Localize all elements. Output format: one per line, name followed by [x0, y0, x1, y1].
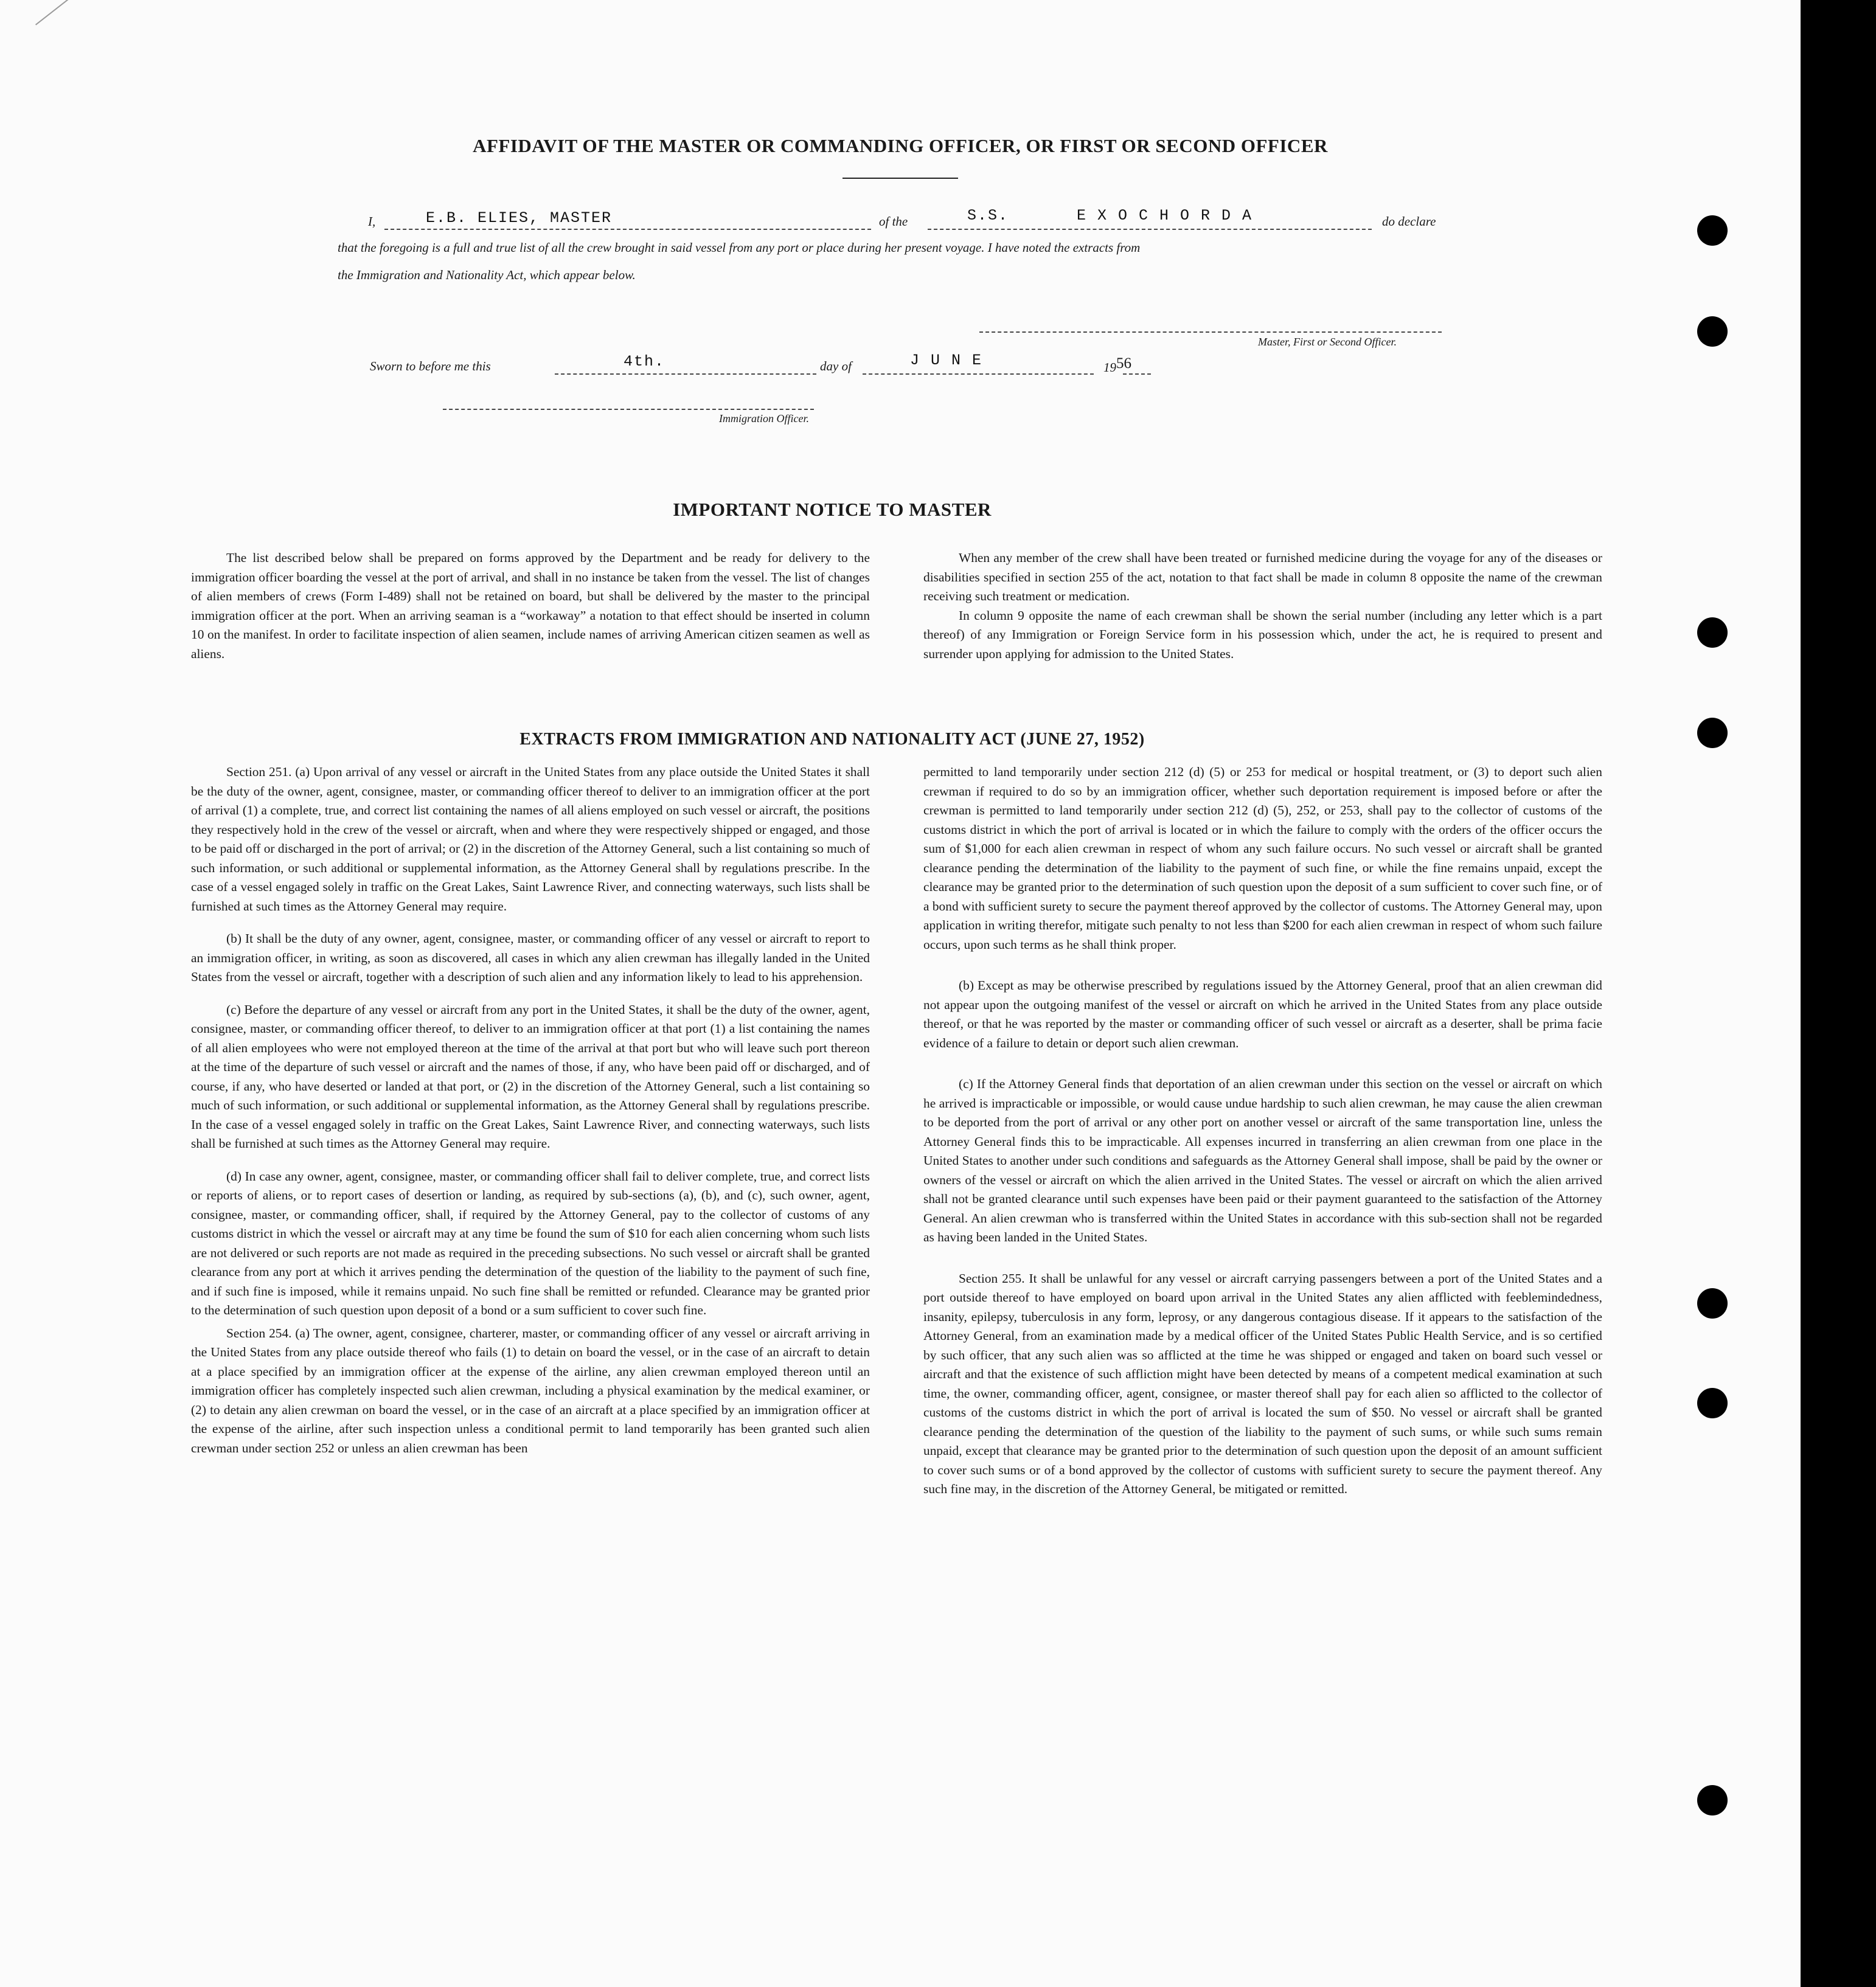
of-the-label: of the	[879, 214, 908, 229]
binder-hole	[1697, 1785, 1728, 1815]
declaration-text	[338, 234, 1457, 289]
vessel-name-value: E X O C H O R D A	[1077, 207, 1253, 224]
section-251b: (b) It shall be the duty of any owner, agent, consignee, master, or commanding officer of any vessel or aircraft to report to an immigration officer, in writing, as soon as discovered, all cases in which any alien crewman has illegally landed in the United States from the vessel or aircraft, together with a description of such alien and any information likely to lead to his apprehension.	[191, 931, 870, 984]
binder-hole	[1697, 1388, 1728, 1418]
year-suffix-value: 56	[1116, 355, 1131, 372]
immigration-officer-line	[443, 409, 814, 410]
section-254b: (b) Except as may be otherwise prescribed by regulations issued by the Attorney General, proof that an alien crewman did not appear upon the outgoing manifest of the vessel or aircraft on which he arrived in the United States from any place outside thereof, or that he was reported by the master or commanding officer of such vessel or aircraft as a deserter, shall be prima facie evidence of a failure to detain or deport such alien crewman.	[923, 978, 1602, 1050]
declaration-line-2: the Immigration and Nationality Act, which appear below.	[338, 268, 636, 282]
immigration-officer-label: Immigration Officer.	[719, 412, 809, 425]
vessel-name-line	[928, 229, 1372, 230]
sworn-month-line	[863, 373, 1094, 375]
declaration-line-1: that the foregoing is a full and true list of all the crew brought in said vessel from any port or place during her present voyage. I have noted the extracts from	[338, 240, 1141, 255]
section-251d: (d) In case any owner, agent, consignee, master, or commanding officer shall fail to deliver complete, true, and correct lists or reports of aliens, or to report cases of desertion or landing, as required by sub-sections (a), (b), and (c), such owner, agent, consignee, master, or commanding officer, shall, if required by the Attorney General, pay to the collector of customs of any customs district in which the vessel or aircraft may at any time be found the sum of $10 for each alien concerning whom such lists are not delivered or such reports are not made as required in the preceding subsections. No such vessel or aircraft shall be granted clearance from any port at which it arrives pending the determination of the question of the liability to the payment of such fine, and if such fine is imposed, while it remains unpaid. No such fine shall be remitted or refunded. Clearance may be granted prior to the determination of such question upon deposit of a bond or a sum sufficient to cover such fine.	[191, 1168, 870, 1317]
day-of-label: day of	[820, 359, 852, 373]
section-254c: (c) If the Attorney General finds that deportation of an alien crewman under this section on the vessel or aircraft on which he arrived is impracticable or impossible, or would cause undue hardship to such alien crewman, he may cause the alien crewman to be deported from the port of arrival or any other port on another vessel or aircraft of the same transportation line, unless the Attorney General finds this to be impracticable. All expenses incurred in transferring an alien crewman from one place in the United States to another under such conditions and safeguards as the Attorney General shall impose, shall be paid by the owner or owners of the vessel or aircraft on which the alien arrived in the United States. The vessel or aircraft on which the alien arrived shall not be granted clearance until such expenses have been paid or their payment guaranteed to the satisfaction of the Attorney General. An alien crewman who is transferred within the United States in accordance with this sub-section shall not be regarded as having been landed in the United States.	[923, 1077, 1602, 1244]
folded-corner-mark	[35, 0, 79, 26]
binder-hole	[1697, 316, 1728, 347]
extracts-right-column	[923, 763, 1602, 1513]
extracts-left-column	[191, 763, 870, 1471]
notice-left-paragraph: The list described below shall be prepared on forms approved by the Department and be ready for delivery to the immigration officer boarding the vessel at the port of arrival, and shall in no instance be taken from the vessel. The list of changes of alien members of crews (Form I-489) shall not be retained on board, but shall be delivered by the master to the principal immigration officer at the port. When an arriving seaman is a “workaway” a notation to that effect should be inserted in column 10 on the manifest. In order to facilitate inspection of alien seamen, include names of arriving American citizen seamen as well as aliens.	[191, 550, 870, 661]
section-255: Section 255. It shall be unlawful for any vessel or aircraft carrying passengers between a port of the United States and a port outside thereof to have employed on board upon arrival in the United States any alien afflicted with feeblemindedness, insanity, epilepsy, tuberculosis in any form, leprosy, or any dangerous contagious disease. If it appears to the satisfaction of the Attorney General, from an examination made by a medical officer of the United States Public Health Service, and is so certified by such officer, that any such alien was so afflicted at the time he was shipped or engaged and taken on board such vessel or aircraft and that the existence of such affliction might have been detected by means of a competent medical examination at such time, the owner, commanding officer, agent, consignee, or master thereof shall pay for each alien so afflicted to the collector of customs of the customs district in which the port of arrival is located the sum of $50. No vessel or aircraft shall be granted clearance pending the determination of the question of the liability to the payment of such sums, or while such sums remain unpaid, except that clearance may be granted prior to the determination of such question upon the deposit of an amount sufficient to cover such sums or of a bond approved by the collector of customs with sufficient surety to secure the payment thereof. Any such fine may, in the discretion of the Attorney General, be mitigated or remitted.	[923, 1271, 1602, 1496]
binder-hole	[1697, 1288, 1728, 1319]
do-declare-label: do declare	[1382, 214, 1436, 229]
section-251c: (c) Before the departure of any vessel or aircraft from any port in the United States, it shall be the duty of the owner, agent, consignee, master, or commanding officer thereof, to deliver to an immigration officer at that port (1) a list containing the names of all alien employees who were not employed thereon at the time of the arrival at that port but who will leave such port thereon at the time of the departure of such vessel or aircraft and the names of those, if any, who have been paid off or discharged, and of course, if any, who have deserted or landed at that port, or (2) in the discretion of the Attorney General, such a list containing so much of such information, or such additional or supplemental information, as the Attorney General shall by regulations prescribe. In the case of a vessel engaged solely in traffic on the Great Lakes, Saint Lawrence River, and connecting waterways, such lists shall be furnished at such times as the Attorney General may require.	[191, 1002, 870, 1151]
affidavit-title: AFFIDAVIT OF THE MASTER OR COMMANDING OFFICER, OR FIRST OR SECOND OFFICER	[473, 135, 1328, 156]
notice-right-paragraph-1: When any member of the crew shall have been treated or furnished medicine during the voyage for any of the diseases or disabilities specified in section 255 of the act, notation to that fact shall be made in column 8 opposite the name of the crewman receiving such treatment or medication.	[923, 550, 1602, 603]
sworn-day-value: 4th.	[624, 353, 665, 370]
master-signature-line	[979, 331, 1442, 333]
section-251a: Section 251. (a) Upon arrival of any vessel or aircraft in the United States from any place outside the United States it shall be the duty of the owner, agent, consignee, master, or commanding officer thereof to deliver to an immigration officer at the port of arrival (1) a complete, true, and correct list containing the names of all aliens employed on such vessel or aircraft, the positions they respectively hold in the crew of the vessel or aircraft, when and where they were respectively shipped or engaged, and those to be paid off or discharged in the port of arrival; or (2) in the discretion of the Attorney General, such a list containing so much of such information, or such additional or supplemental information, as the Attorney General shall by regulations prescribe. In the case of a vessel engaged solely in traffic on the Great Lakes, Saint Lawrence River, and connecting waterways, such lists shall be furnished at such times as the Attorney General may require.	[191, 765, 870, 914]
i-label: I,	[368, 214, 376, 229]
title-rule	[842, 178, 958, 179]
sworn-label: Sworn to before me this	[370, 359, 491, 373]
year-line	[1123, 373, 1151, 375]
year-prefix: 1956	[1103, 355, 1131, 375]
master-signature-label: Master, First or Second Officer.	[1258, 336, 1397, 348]
notice-right-column	[923, 549, 1602, 677]
master-name-value: E.B. ELIES, MASTER	[426, 209, 613, 227]
section-254a-continued: permitted to land temporarily under section 212 (d) (5) or 253 for medical or hospital treatment, or (3) to deport such alien crewman if required to do so by an immigration officer, whether such deportation requirement is imposed before or after the crewman is permitted to land temporarily under section 212 (d) (5), 252, or 253, shall pay to the collector of customs of the customs district in which the port of arrival is located or in which the failure to comply with the orders of the officer occurs the sum of $1,000 for each alien crewman in respect of whom any such failure occurs. No such vessel or aircraft shall be granted clearance pending the determination of the liability to the payment of such fine, or while the fine remains unpaid, except the clearance may be granted prior to the determination of such question upon the deposit of a sum sufficient to cover such fine, or of a bond with sufficient surety to secure the payment thereof approved by the collector of customs. The Attorney General may, upon application in writing therefor, mitigate such penalty to not less than $200 for each alien crewman in respect of whom such failure occurs, upon such terms as he shall think proper.	[923, 765, 1602, 952]
notice-title: IMPORTANT NOTICE TO MASTER	[673, 499, 992, 520]
section-254a: Section 254. (a) The owner, agent, consignee, charterer, master, or commanding officer of any vessel or aircraft arriving in the United States from any place outside thereof who fails (1) to detain on board the vessel, or in the case of an aircraft to detain at a place specified by an immigration officer at the expense of the airline, any alien crewman employed thereon until an immigration officer has completely inspected such alien crewman, including a physical examination by the medical examiner, or (2) to detain any alien crewman on board the vessel, or in the case of an aircraft at a place specified by an immigration officer at the expense of the airline, after such inspection unless a conditional permit to land temporarily has been granted such alien crewman under section 252 or unless an alien crewman has been	[191, 1325, 870, 1455]
extracts-title: EXTRACTS FROM IMMIGRATION AND NATIONALITY ACT (JUNE 27, 1952)	[519, 730, 1145, 749]
vessel-prefix-value: S.S.	[967, 207, 1009, 224]
binder-hole	[1697, 215, 1728, 246]
binder-hole	[1697, 617, 1728, 648]
notice-left-column	[191, 549, 870, 677]
sworn-day-line	[555, 373, 816, 375]
master-name-line	[384, 229, 871, 230]
sworn-month-value: J U N E	[910, 352, 983, 369]
notice-right-paragraph-2: In column 9 opposite the name of each crewman shall be shown the serial number (including any letter which is a part thereof) of any Immigration or Foreign Service form in his possession which, under the act, he is required to present and surrender upon applying for admission to the United States.	[923, 608, 1602, 661]
